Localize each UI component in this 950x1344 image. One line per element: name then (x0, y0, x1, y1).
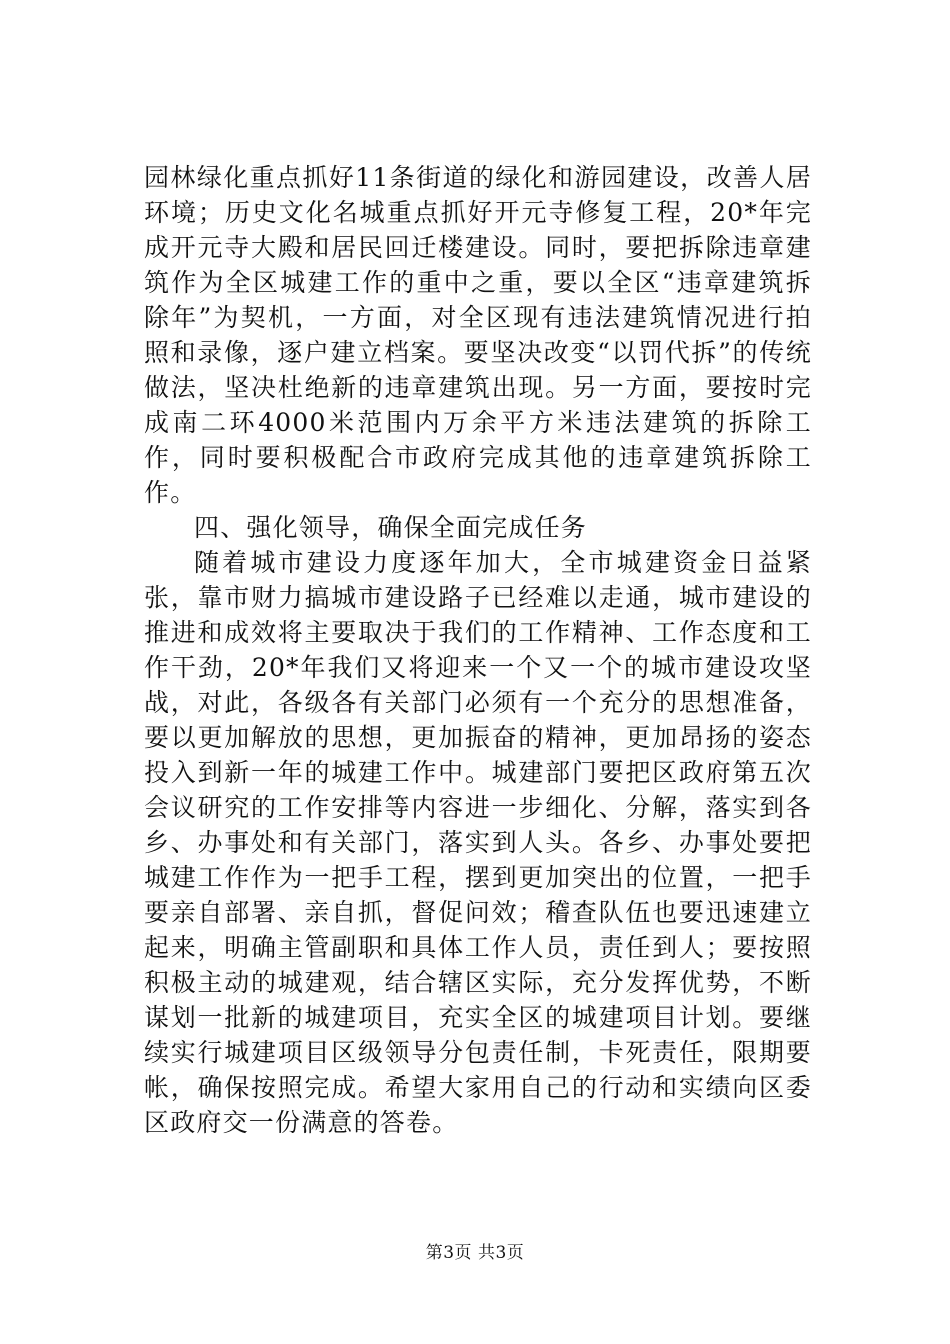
section-heading: 四、强化领导，确保全面完成任务 (194, 513, 588, 542)
page-footer: 第3页 共3页 (425, 1243, 525, 1263)
paragraph-body: 随着城市建设力度逐年加大，全市城建资金日益紧张，靠市财力搞城市建设路子已经难以走通，城市建设的推进和成效将主要取决于我们的工作精神、工作态度和工作干劲，20*年我们又将迎来一个又一个的城市建设攻坚战，对此，各级各有关部门必须有一个充分的思想准备，要以更加解放的思想，更加振奋的精神，更加昂扬的姿态投入到新一年的城建工作中。城建部门要把区政府第五次会议研究的工作安排等内容进一步细化、分解，落实到各乡、办事处和有关部门，落实到人头。各乡、办事处要把城建工作作为一把手工程，摆到更加突出的位置，一把手要亲自部署、亲自抓，督促问效；稽查队伍也要迅速建立起来，明确主管副职和具体工作人员，责任到人；要按照积极主动的城建观，结合辖区实际，充分发挥优势，不断谋划一批新的城建项目，充实全区的城建项目计划。要继续实行城建项目区级领导分包责任制，卡死责任，限期要帐，确保按照完成。希望大家用自己的行动和实绩向区委区政府交一份满意的答卷。 (144, 548, 812, 1137)
paragraph-continuation: 园林绿化重点抓好11条街道的绿化和游园建设，改善人居环境；历史文化名城重点抓好开元寺修复工程，20*年完成开元寺大殿和居民回迁楼建设。同时，要把拆除违章建筑作为全区城建工作的重中之重，要以全区“违章建筑拆除年”为契机，一方面，对全区现有违法建筑情况进行拍照和录像，逐户建立档案。要坚决改变“以罚代拆”的传统做法，坚决杜绝新的违章建筑出现。另一方面，要按时完成南二环4000米范围内万余平方米违法建筑的拆除工作，同时要积极配合市政府完成其他的违章建筑拆除工作。 (144, 163, 812, 507)
document-body (144, 160, 812, 1140)
